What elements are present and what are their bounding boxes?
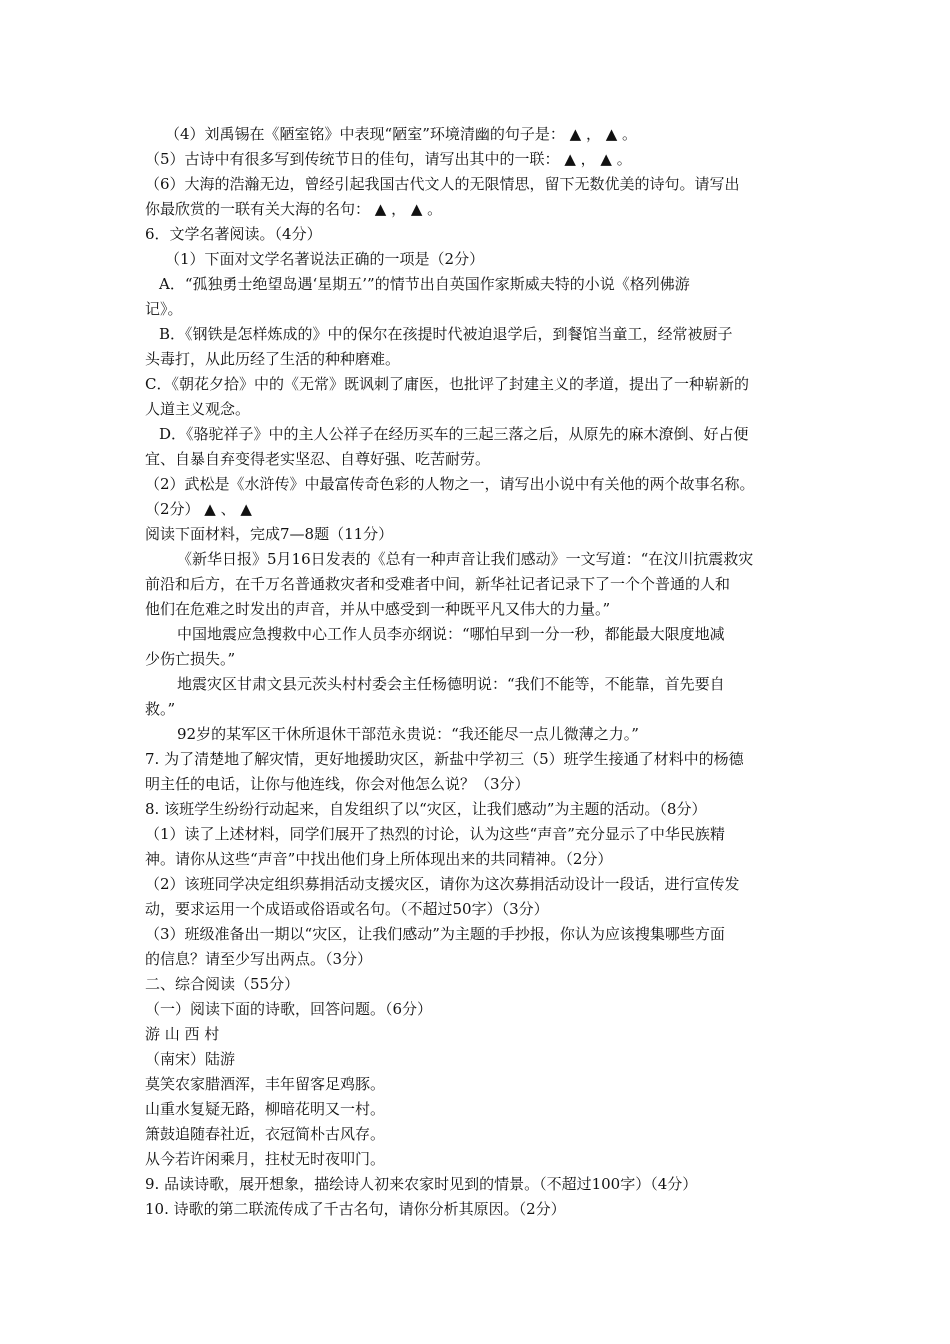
text-line: 从今若许闲乘月，拄杖无时夜叩门。: [145, 1150, 386, 1168]
exam-page: [145, 122, 810, 1222]
text-line: （1）读了上述材料，同学们展开了热烈的讨论，认为这些“声音”充分显示了中华民族精: [145, 825, 725, 843]
text-line: 游 山 西 村: [145, 1025, 220, 1043]
text-line: 莫笑农家腊酒浑，丰年留客足鸡豚。: [145, 1075, 386, 1093]
text-line: 92岁的某军区干休所退休干部范永贵说：“我还能尽一点儿微薄之力。”: [177, 725, 639, 743]
text-line: 中国地震应急搜救中心工作人员李亦纲说：“哪怕早到一分一秒，都能最大限度地减: [177, 625, 725, 643]
text-line: 你最欣赏的一联有关大海的名句： ▲ ， ▲ 。: [145, 200, 443, 218]
text-line: 人道主义观念。: [145, 400, 251, 418]
text-line: 前沿和后方，在千万名普通救灾者和受难者中间，新华社记者记录下了一个个普通的人和: [145, 575, 731, 593]
text-line: （3）班级准备出一期以“灾区，让我们感动”为主题的手抄报，你认为应该搜集哪些方面: [145, 925, 725, 943]
text-line: D．《骆驼祥子》中的主人公祥子在经历买车的三起三落之后，从原先的麻木潦倒、好占便: [159, 425, 749, 443]
text-line: A．“孤独勇士绝望岛遇‘星期五’”的情节出自英国作家斯威夫特的小说《格列佛游: [159, 275, 690, 293]
text-line: 6．文学名著阅读。（4分）: [145, 225, 322, 243]
text-line: 明主任的电话，让你与他连线，你会对他怎么说？（3分）: [145, 775, 530, 793]
text-line: （4）刘禹锡在《陋室铭》中表现“陋室”环境清幽的句子是： ▲ ， ▲ 。: [165, 125, 638, 143]
text-line: 他们在危难之时发出的声音，并从中感受到一种既平凡又伟大的力量。”: [145, 600, 611, 618]
text-line: 8. 该班学生纷纷行动起来，自发组织了以“灾区，让我们感动”为主题的活动。（8分）: [145, 800, 707, 818]
text-line: 记》。: [145, 300, 183, 318]
text-line: 7. 为了清楚地了解灾情，更好地援助灾区，新盐中学初三（5）班学生接通了材料中的杨德: [145, 750, 744, 768]
text-line: 神。请你从这些“声音”中找出他们身上所体现出来的共同精神。（2分）: [145, 850, 613, 868]
text-line: （6）大海的浩瀚无边，曾经引起我国古代文人的无限情思，留下无数优美的诗句。请写出: [145, 175, 740, 193]
text-line: 阅读下面材料，完成7—8题（11分）: [145, 525, 394, 543]
text-line: （一）阅读下面的诗歌，回答问题。（6分）: [145, 1000, 433, 1018]
text-line: B．《钢铁是怎样炼成的》中的保尔在孩提时代被迫退学后，到餐馆当童工，经常被厨子: [159, 325, 733, 343]
text-line: （1）下面对文学名著说法正确的一项是（2分）: [165, 250, 485, 268]
text-line: 10. 诗歌的第二联流传成了千古名句，请你分析其原因。（2分）: [145, 1200, 566, 1218]
text-line: 地震灾区甘肃文县元茨头村村委会主任杨德明说：“我们不能等，不能靠，首先要自: [177, 675, 725, 693]
text-line: （2分） ▲ 、 ▲: [145, 500, 252, 518]
text-line: C．《朝花夕拾》中的《无常》既讽刺了庸医，也批评了封建主义的孝道，提出了一种崭新的: [145, 375, 749, 393]
text-line: （2）武松是《水浒传》中最富传奇色彩的人物之一，请写出小说中有关他的两个故事名称。: [145, 475, 755, 493]
text-line: （5）古诗中有很多写到传统节日的佳句，请写出其中的一联： ▲ ， ▲ 。: [145, 150, 632, 168]
text-line: 《新华日报》5月16日发表的《总有一种声音让我们感动》一文写道：“在汶川抗震救灾: [177, 550, 754, 568]
text-line: （南宋）陆游: [145, 1050, 236, 1068]
text-line: 二、综合阅读（55分）: [145, 975, 300, 993]
text-line: 的信息？请至少写出两点。（3分）: [145, 950, 373, 968]
text-line: 箫鼓追随春社近，衣冠简朴古风存。: [145, 1125, 386, 1143]
text-line: 动，要求运用一个成语或俗语或名句。（不超过50字）（3分）: [145, 900, 549, 918]
text-line: 救。”: [145, 700, 176, 718]
text-line: 头毒打，从此历经了生活的种种磨难。: [145, 350, 401, 368]
text-line: 少伤亡损失。”: [145, 650, 236, 668]
text-line: 9. 品读诗歌，展开想象，描绘诗人初来农家时见到的情景。（不超过100字）（4分）: [145, 1175, 698, 1193]
text-line: 宜、自暴自弃变得老实坚忍、自尊好强、吃苦耐劳。: [145, 450, 491, 468]
text-line: 山重水复疑无路，柳暗花明又一村。: [145, 1100, 386, 1118]
text-line: （2）该班同学决定组织募捐活动支援灾区，请你为这次募捐活动设计一段话，进行宣传发: [145, 875, 740, 893]
